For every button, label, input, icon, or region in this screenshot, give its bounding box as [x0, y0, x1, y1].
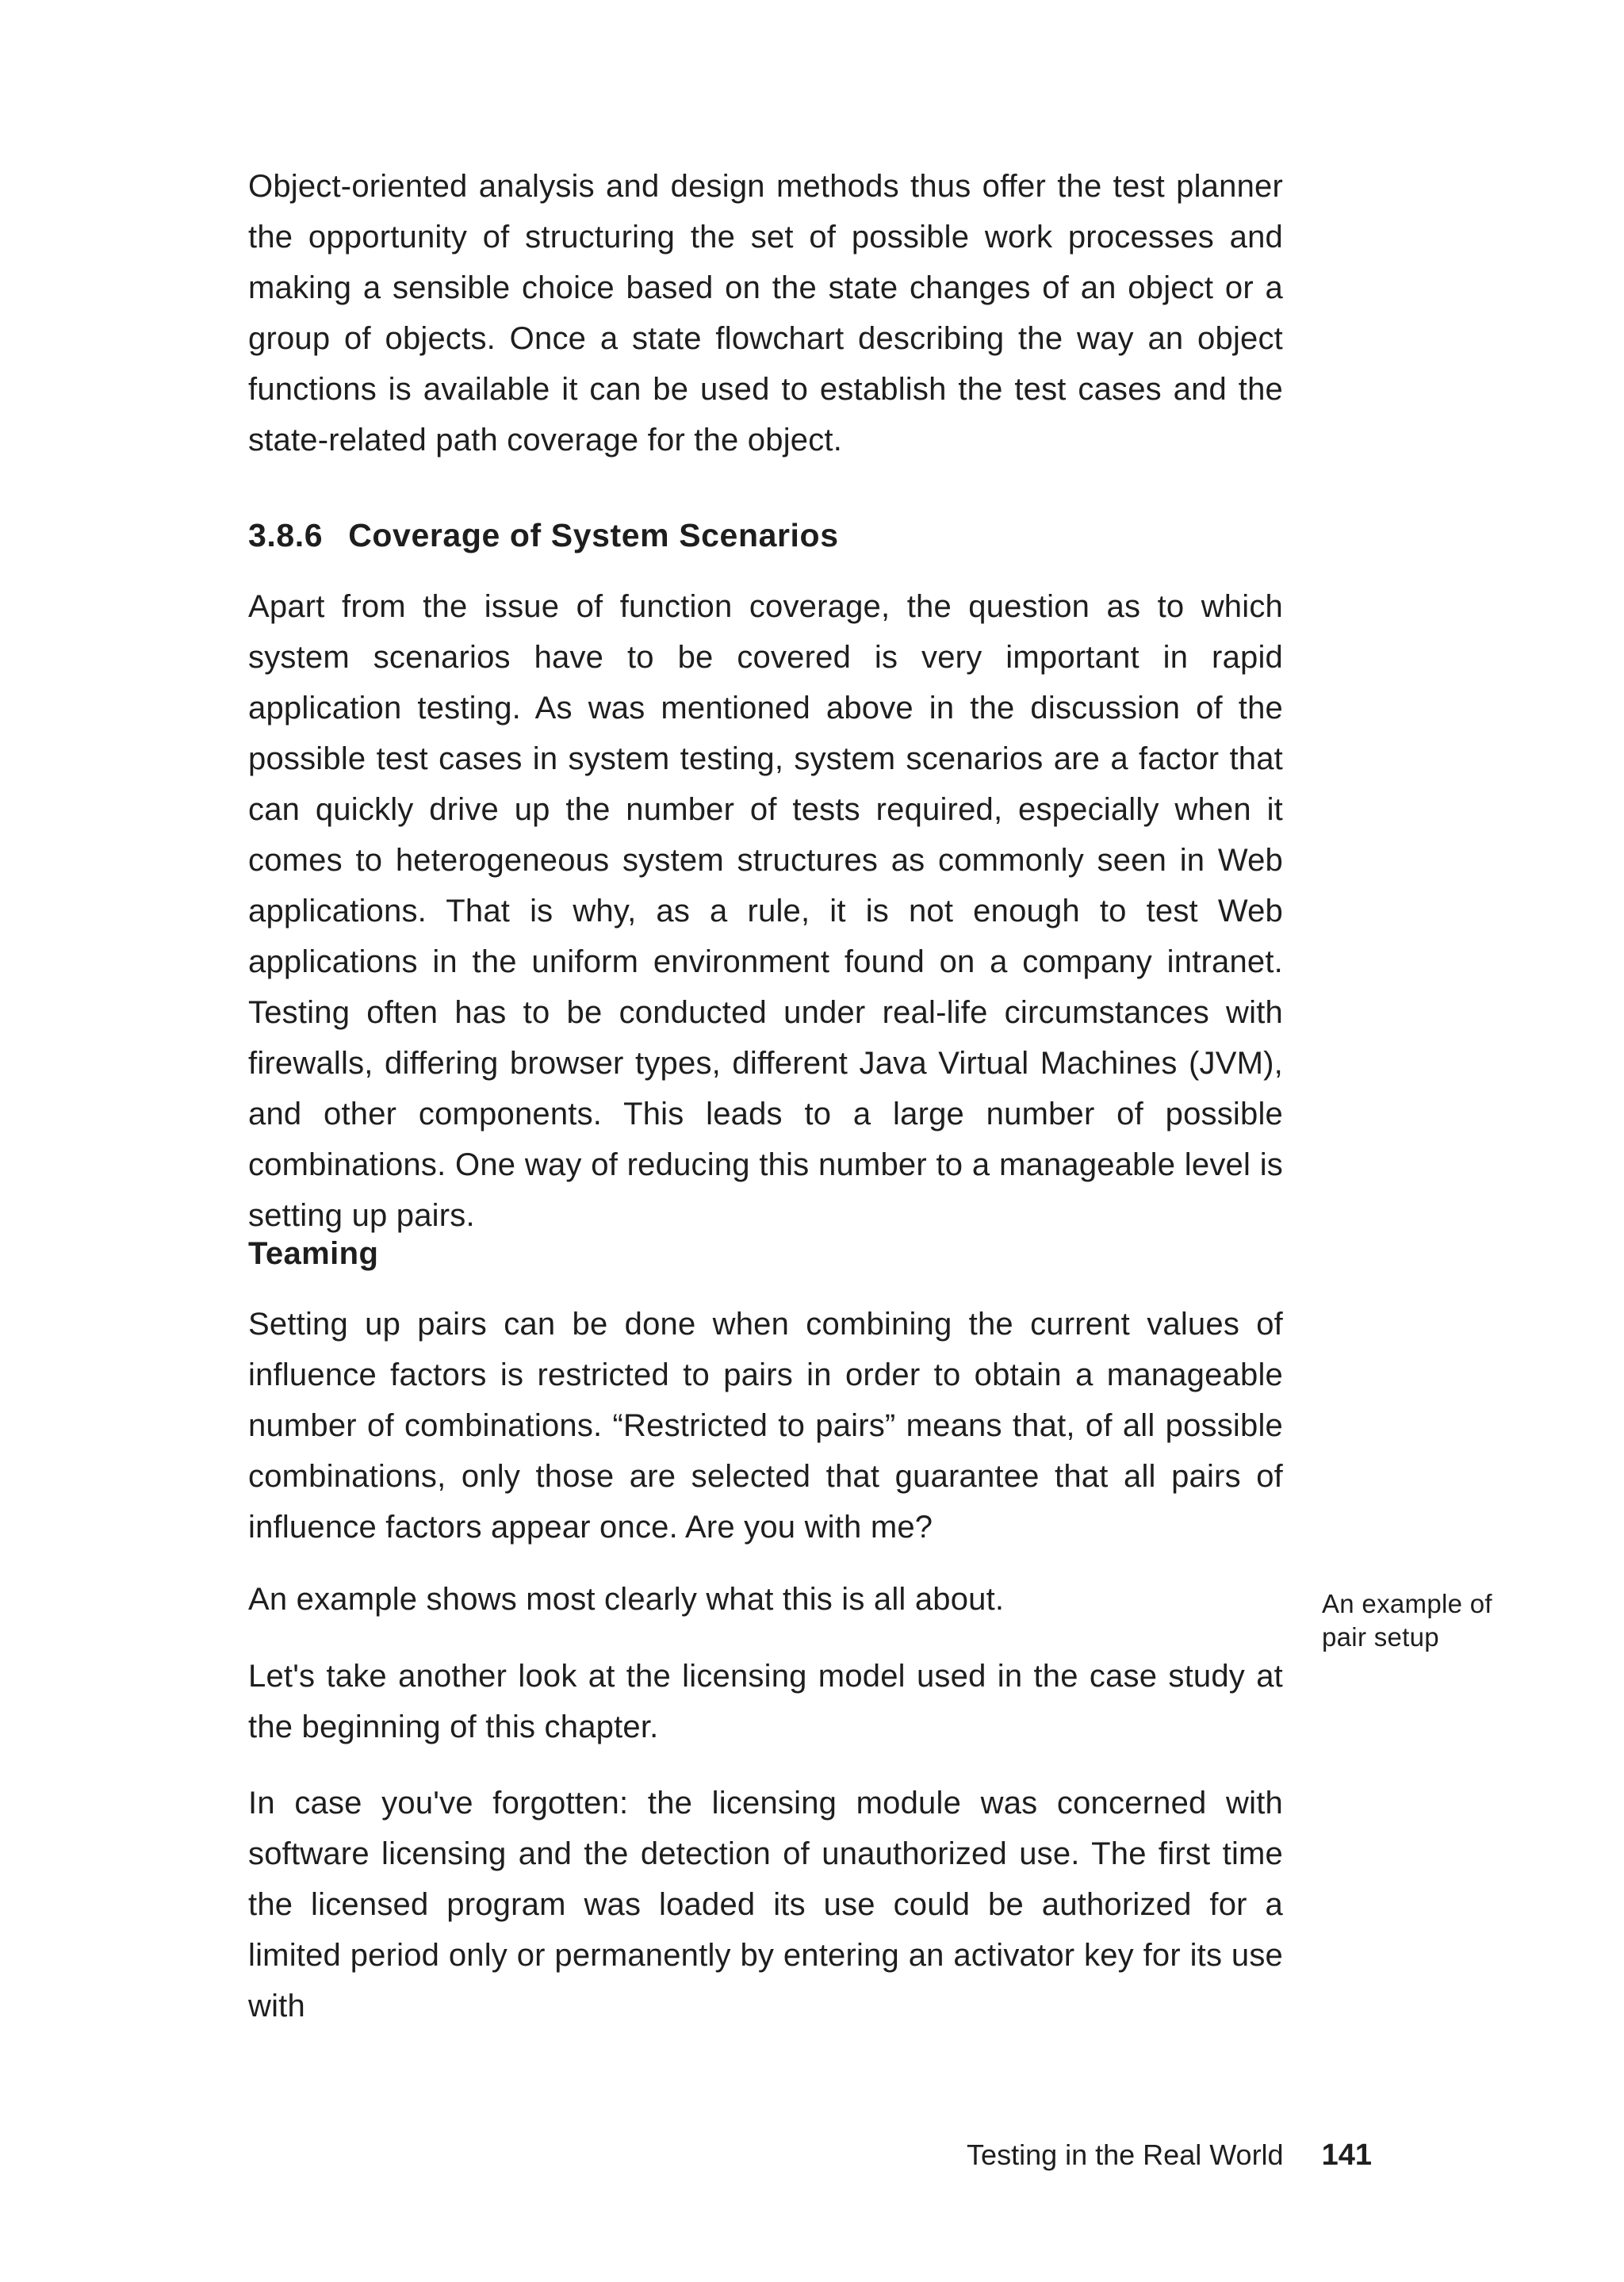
paragraph-system-scenarios [248, 581, 1283, 1241]
paragraph-intro [248, 161, 1283, 465]
paragraph-text: In case you've forgotten: the licensing module was concerned with software licensing and the detection of unauthorized use. The first time the licensed program was loaded its use could be authorized for a limited period only or permanently by entering an activator key for its use with [248, 1786, 1283, 2024]
paragraph-text: Apart from the issue of function coverage, the question as to which system scenarios have to be covered is very important in rapid application testing. As was mentioned above in the discussion of the possible test cases in system testing, system scenarios are a factor that can quickly drive up the number of tests required, especially when it comes to heterogeneous system structures as commonly seen in Web applications. That is why, as a rule, it is not enough to test Web applications in the uniform environment found on a company intranet. Testing often has to be conducted under real-life circumstances with firewalls, differing browser types, different Java Virtual Machines (JVM), and other components. This leads to a large number of possible combinations. One way of reducing this number to a manageable level is setting up pairs. [248, 589, 1283, 1233]
subheading-text: Teaming [248, 1236, 379, 1271]
section-heading [248, 510, 1283, 561]
paragraph-example [248, 1574, 1283, 1625]
paragraph-forgotten [248, 1778, 1283, 2031]
running-title: Testing in the Real World [967, 2138, 1284, 2171]
subheading-teaming [248, 1228, 1283, 1279]
paragraph-pairs [248, 1299, 1283, 1553]
paragraph-text: Setting up pairs can be done when combining the current values of influence factors is restricted to pairs in order to obtain a manageable number of combinations. “Restricted to pairs” means that, of all possible combinations, only those are selected that guarantee that all pairs of influence factors appear once. Are you with me? [248, 1307, 1283, 1545]
margin-note-line: An example of [1322, 1589, 1492, 1618]
section-title: Coverage of System Scenarios [348, 517, 839, 553]
section-number: 3.8.6 [248, 517, 324, 553]
paragraph-text: Object-oriented analysis and design methods thus offer the test planner the opportunity of structuring the set of possible work processes and making a sensible choice based on the state changes of an object or a group of objects. Once a state flowchart describing the way an object functions is available it can be used to establish the test cases and the state-related path coverage for the object. [248, 169, 1283, 458]
margin-note [1322, 1587, 1560, 1654]
paragraph-text: Let's take another look at the licensing model used in the case study at the beginning of this chapter. [248, 1659, 1283, 1744]
page-number: 141 [1321, 2138, 1372, 2172]
page-footer [967, 2135, 1372, 2175]
paragraph-licensing [248, 1651, 1283, 1752]
paragraph-text: An example shows most clearly what this is all about. [248, 1582, 1005, 1617]
margin-note-line: pair setup [1322, 1622, 1439, 1652]
